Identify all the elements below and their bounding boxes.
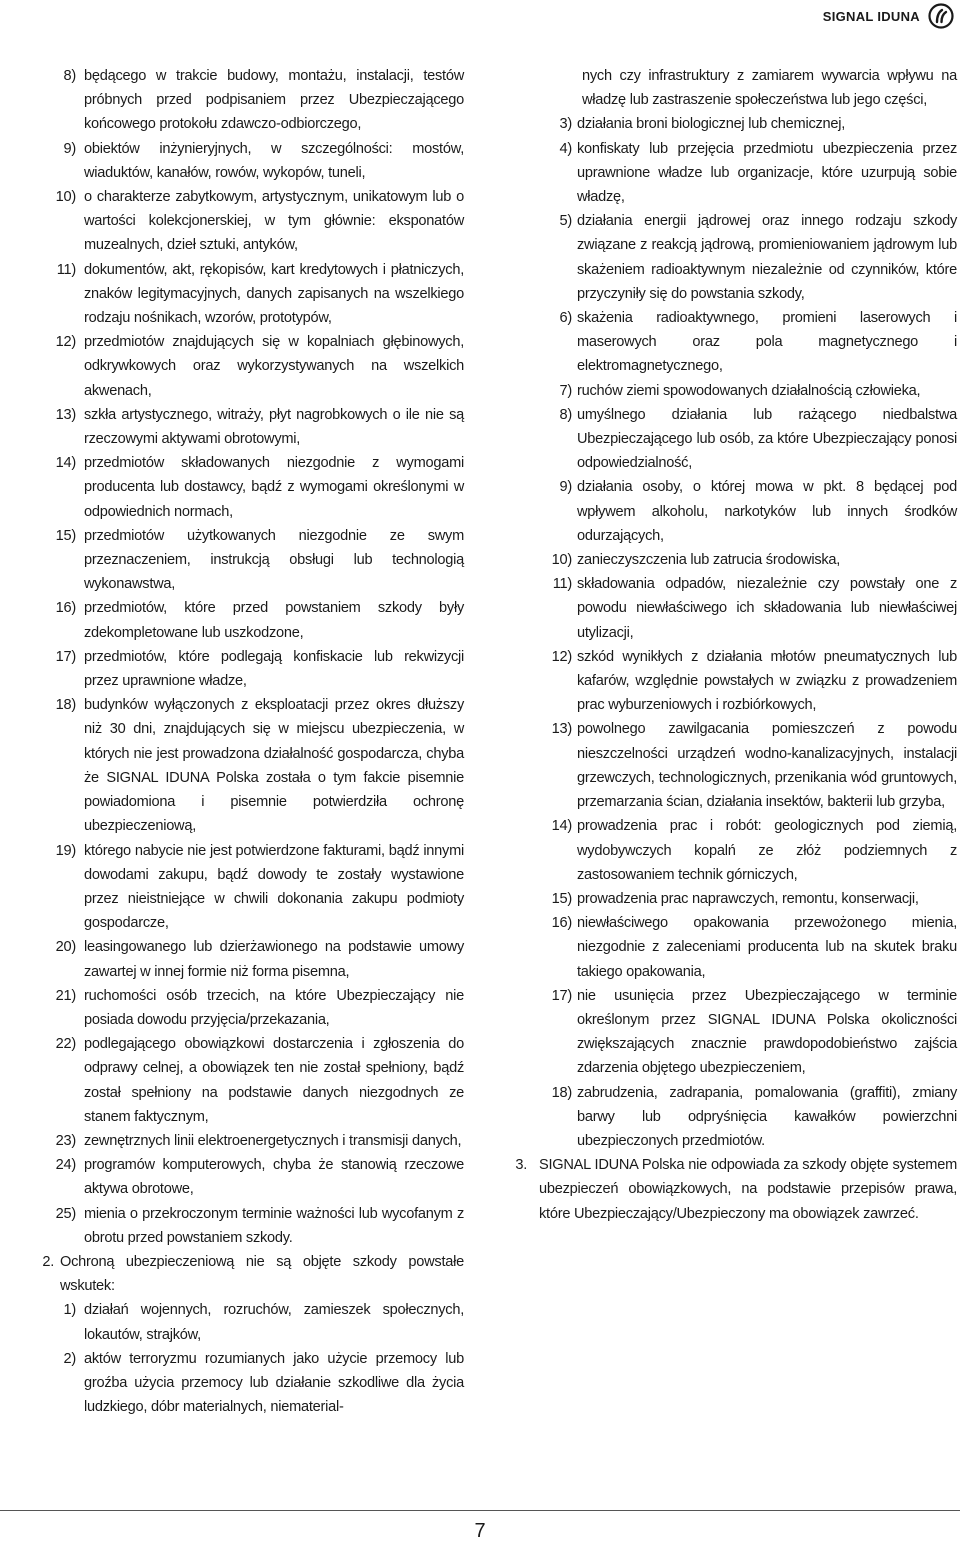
item-number: 18) [55,697,76,714]
list-item [505,887,957,911]
item-number: 20) [55,939,76,956]
page-header [0,0,960,40]
list-item [505,814,957,887]
item-number: 12) [551,648,572,665]
item-text: budynków wyłączonych z eksploatacji przez okres dłuższy niż 30 dni, znajdujących się w miejscu ubezpieczenia, w których nie jest prowadzona działalność gospodarcza, chyba że SIGNAL IDUNA Polska została o tym fakcie pisemnie powiadomiona i pisemnie potwierdziła ochronę ubezpieczeniową, [84,697,464,835]
item-text: SIGNAL IDUNA Polska nie odpowiada za szkody objęte systemem ubezpieczeń obowiązkowych, na podstawie przepisów prawa, które Ubezpieczający/Ubezpieczony ma obowiązek zawrzeć. [539,1157,957,1222]
list-item [22,1298,464,1346]
list-item [505,911,957,984]
item-number: 2. [42,1253,54,1270]
item-text: będącego w trakcie budowy, montażu, instalacji, testów próbnych przed podpisaniem przez Ubezpieczającego końcowego protokołu zdawczo-odbiorczego, [84,68,464,133]
list-item [505,306,957,379]
brand-name: SIGNAL IDUNA [822,9,920,24]
list-item [505,209,957,306]
item-text: działań wojennych, rozruchów, zamieszek społecznych, lokautów, strajków, [84,1302,464,1343]
list-item [22,403,464,451]
item-number: 16) [55,600,76,617]
list-item [22,935,464,983]
section-item [22,1250,464,1298]
item-number: 24) [55,1157,76,1174]
item-text: obiektów inżynieryjnych, w szczególności: mostów, wiaduktów, kanałów, rowów, wykopów, tuneli, [84,140,464,181]
item-number: 22) [55,1036,76,1053]
item-number: 21) [55,987,76,1004]
list-item [22,645,464,693]
item-text: szkód wynikłych z działania młotów pneumatycznych lub kafarów, względnie powstałych w związku z prowadzeniem prac wyburzeniowych i rozbiórkowych, [577,648,957,714]
item-text: mienia o przekroczonym terminie ważności lub wycofanym z obrotu przed powstaniem szkody. [84,1205,464,1246]
item-number: 23) [55,1132,76,1149]
item-text: nie usunięcia przez Ubezpieczającego w terminie określonym przez SIGNAL IDUNA Polska okoliczności zwiększających znacznie prawdopodobieństwo zajścia zdarzenia objętego ubezpieczeniem, [577,987,957,1077]
item-number: 11) [56,261,76,278]
item-text: działania osoby, o której mowa w pkt. 8 będącej pod wpływem alkoholu, narkotyków lub innych środków odurzających, [577,479,957,544]
list-item [22,524,464,597]
list-item [22,137,464,185]
item-text: aktów terroryzmu rozumianych jako użycie przemocy lub groźba użycia przemocy lub działanie szkodliwe dla życia ludzkiego, dóbr materialnych, niematerial- [84,1350,464,1416]
list-item [505,717,957,814]
item-text: powolnego zawilgacania pomieszczeń z powodu nieszczelności urządzeń wodno-kanalizacyjnych, instalacji grzewczych, technologicznych, przenikania wód gruntowych, przemarzania ścian, działania insektów, bakterii lub grzyba, [577,721,957,811]
item-number: 6) [559,310,572,327]
list-item [22,596,464,644]
item-text: zewnętrznych linii elektroenergetycznych i transmisji danych, [84,1132,462,1149]
item-number: 9) [559,479,572,496]
item-number: 7) [559,382,572,399]
list-item [22,839,464,936]
item-number: 15) [551,890,572,907]
list-item [505,137,957,210]
item-number: 8) [559,406,572,423]
continuation-text: nych czy infrastruktury z zamiarem wywarcia wpływu na władzę lub zastraszenie społeczeństwa lub jego części, [582,68,957,109]
item-number: 15) [55,527,76,544]
list-item [22,693,464,838]
item-text: programów komputerowych, chyba że stanowią rzeczowe aktywa obrotowe, [84,1157,464,1198]
item-text: podlegającego obowiązkowi dostarczenia i zgłoszenia do odprawy celnej, a obowiązek ten nie został spełniony, bądź został spełniony na podstawie danych niezgodnych ze stanem faktycznym, [84,1036,464,1125]
item-text: którego nabycie nie jest potwierdzone fakturami, bądź innymi dowodami zakupu, bądź dowody te zostały wystawione przez nieistniejące w chwili dokonania zakupu podmioty gospodarcze, [84,842,464,932]
footer-divider [0,1510,960,1511]
item-number: 14) [55,455,76,472]
list-item [505,475,957,548]
item-number: 10) [551,552,572,569]
list-item [505,572,957,645]
item-text: konfiskaty lub przejęcia przedmiotu ubezpieczenia przez uprawnione władze lub organizacje, które uzurpują sobie władzę, [577,140,957,206]
item-text: o charakterze zabytkowym, artystycznym, unikatowym lub o wartości kolekcjonerskiej, w tym głównie: eksponatów muzealnych, dzieł sztuki, antyków, [84,189,464,254]
list-item [505,379,957,403]
right-column [505,64,957,1226]
section-item [505,1153,957,1226]
item-number: 12) [55,334,76,351]
item-text: prowadzenia prac naprawczych, remontu, konserwacji, [577,890,919,907]
item-number: 2) [63,1350,76,1367]
item-number: 10) [55,189,76,206]
list-item [505,112,957,136]
item-text: przedmiotów, które podlegają konfiskacie lub rekwizycji przez uprawnione władze, [84,648,464,690]
list-item [22,451,464,524]
list-item [22,1153,464,1201]
item-number: 4) [559,140,572,157]
list-item [22,1032,464,1129]
item-text: leasingowanego lub dzierżawionego na podstawie umowy zawartej w innej formie niż forma pisemna, [84,939,464,980]
item-text: składowania odpadów, niezależnie czy powstały one z powodu niewłaściwego ich składowania lub niewłaściwej utylizacji, [577,576,957,641]
item-number: 1) [63,1302,76,1319]
item-text: przedmiotów znajdujących się w kopalniach głębinowych, odkrywkowych oraz wykorzystywanych na wszelkich akwenach, [84,334,464,399]
left-column [22,64,464,1419]
page-number: 7 [474,1520,486,1542]
item-text: szkła artystycznego, witraży, płyt nagrobkowych o ile nie są rzeczowymi aktywami obrotowymi, [84,406,464,448]
item-text: działania broni biologicznej lub chemicznej, [577,116,846,133]
item-text: przedmiotów użytkowanych niezgodnie ze swym przeznaczeniem, instrukcją obsługi lub technologią wykonawstwa, [84,527,464,593]
list-item [22,258,464,331]
item-text: ruchomości osób trzecich, na które Ubezpieczający nie posiada dowodu przyjęcia/przekazania, [84,987,464,1028]
list-item [505,403,957,476]
list-item [22,1202,464,1250]
item-text: przedmiotów, które przed powstaniem szkody były zdekompletowane lub uszkodzone, [84,600,464,641]
item-number: 3. [515,1157,527,1174]
item-number: 19) [55,842,76,859]
list-item [505,984,957,1081]
list-item [22,330,464,403]
item-number: 17) [55,648,76,665]
item-text: przedmiotów składowanych niezgodnie z wymogami producenta lub dostawcy, bądź z wymogami określonymi w odpowiednich normach, [84,455,464,520]
item-text: prowadzenia prac i robót: geologicznych pod ziemią, wydobywczych kopalń ze złóż podziemnych z zastosowaniem technik górniczych, [577,818,957,883]
item-number: 11) [552,576,572,593]
item-text: umyślnego działania lub rażącego niedbalstwa Ubezpieczającego lub osób, za które Ubezpieczający ponosi odpowiedzialność, [577,406,957,472]
item-number: 3) [559,116,572,133]
list-item [22,984,464,1032]
list-item [505,548,957,572]
item-number: 9) [63,140,76,157]
item-text: Ochroną ubezpieczeniową nie są objęte szkody powstałe wskutek: [60,1253,464,1295]
list-item [505,1081,957,1154]
item-number: 17) [551,987,572,1004]
list-item [22,64,464,137]
list-item [22,1129,464,1153]
item-number: 13) [551,721,572,738]
item-text: zabrudzenia, zadrapania, pomalowania (graffiti), zmiany barwy lub odpryśnięcia kawałków powierzchni ubezpieczonych przedmiotów. [577,1084,957,1149]
item-text: działania energii jądrowej oraz innego rodzaju szkody związane z reakcją jądrową, promieniowaniem jądrowym lub skażeniem radioaktywnym niezależnie od czynników, które przyczyniły się do powstania szkody, [577,213,957,302]
item-number: 13) [55,406,76,423]
item-number: 18) [551,1084,572,1101]
item-text: niewłaściwego opakowania przewożonego mienia, niezgodnie z zaleceniami producenta lub na skutek braku takiego opakowania, [577,915,957,980]
item-number: 14) [551,818,572,835]
item-text: ruchów ziemi spowodowanych działalnością człowieka, [577,382,921,399]
item-text: skażenia radioaktywnego, promieni laserowych i maserowych oraz pola magnetycznego i elektromagnetycznego, [577,310,957,375]
list-item [505,645,957,718]
list-item [22,1347,464,1420]
item-text: dokumentów, akt, rękopisów, kart kredytowych i płatniczych, znaków legitymacyjnych, danych zapisanych na wszelkiego rodzaju nośnikach, wzorów, prototypów, [84,261,464,327]
item-number: 16) [551,915,572,932]
item-text: zanieczyszczenia lub zatrucia środowiska, [577,552,841,569]
signal-iduna-logo-icon [928,3,954,29]
list-item [22,185,464,258]
item-number: 8) [63,68,76,84]
item-number: 5) [559,213,572,230]
item-number: 25) [55,1205,76,1222]
